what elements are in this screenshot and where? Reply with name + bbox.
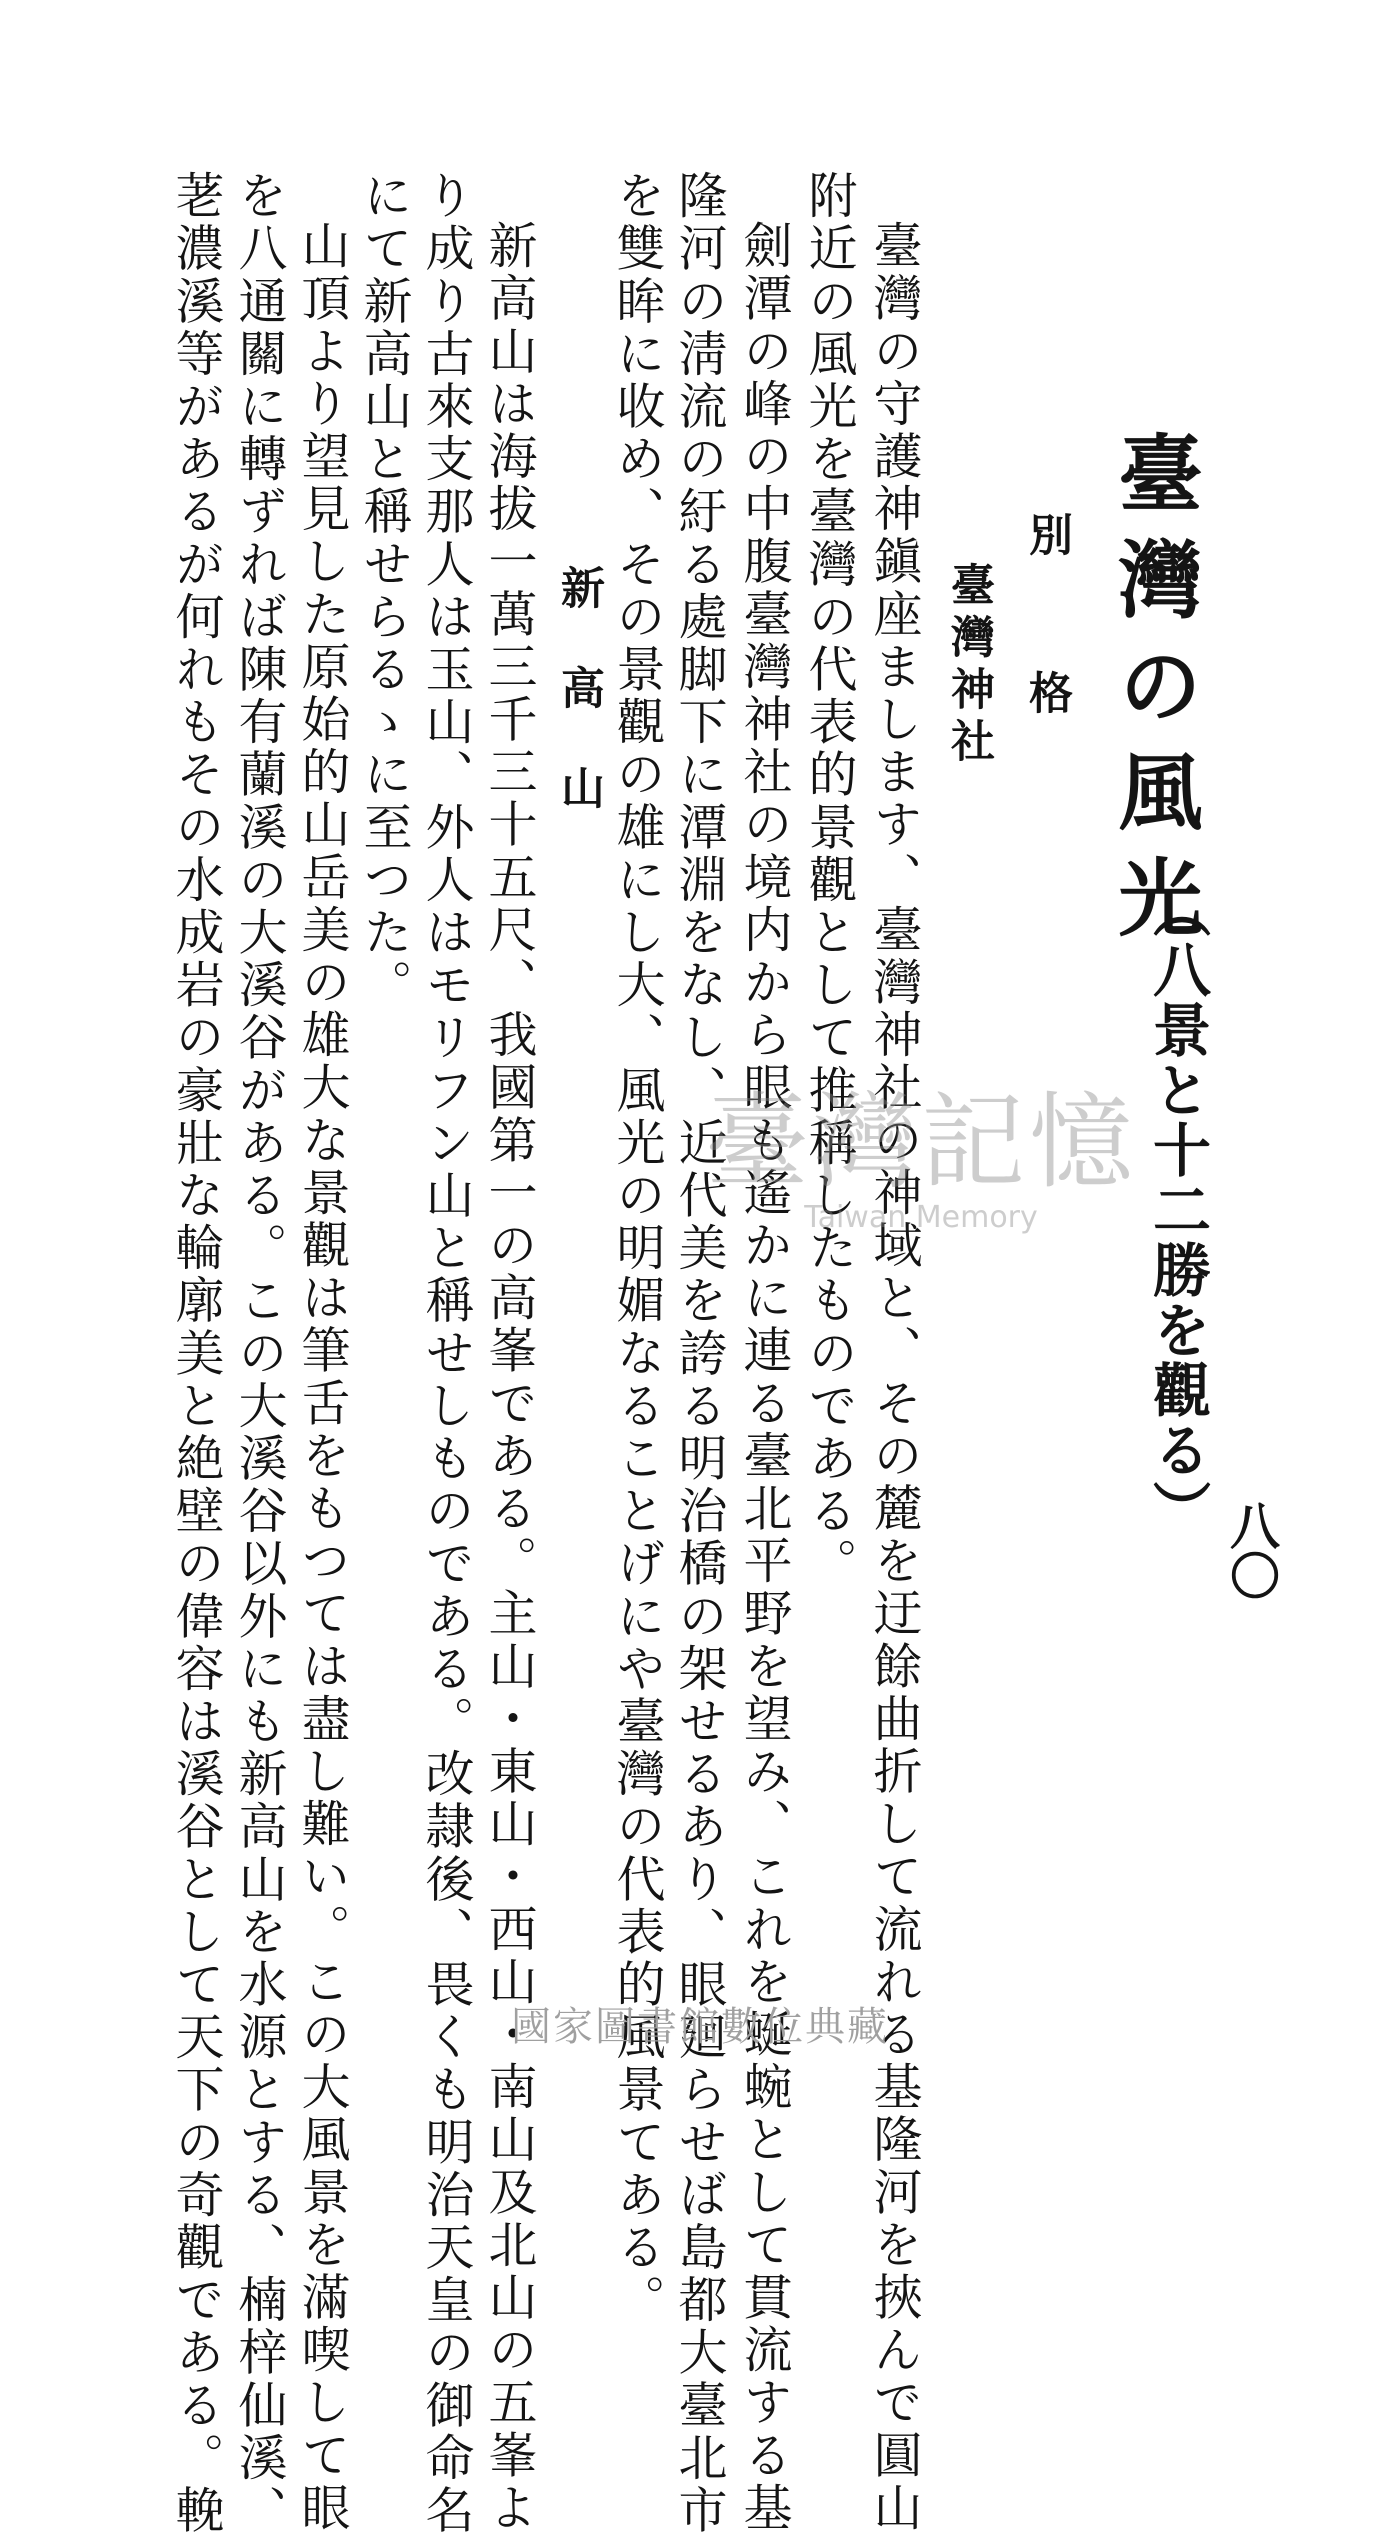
library-footer: 國家圖書館數位典藏 [511, 2004, 889, 2050]
page-subtitle: （八景と十二勝を觀る） [1143, 880, 1211, 1540]
text-column: 臺灣の守護神鎭座まします、臺灣神社の神域と、その麓を迂餘曲折して流れる基隆河を挾んで圓山 [866, 220, 923, 2535]
section-subheading-taiwan-shrine: 臺灣神社 [943, 562, 994, 770]
text-column: 劍潭の峰の中腹臺灣神社の境内から眼も遙かに連る臺北平野を望み、これを蜒蜿として貫流する基 [736, 220, 793, 2535]
text-column: 隆河の淸流の紆る處脚下に潭淵をなし、近代美を誇る明治橋の架せるあり、眼廻らせば島都大臺北市 [671, 170, 728, 2537]
text-column: 山頂より望見した原始的山岳美の雄大な景觀は筆舌をもつては盡し難い。この大風景を滿喫して眼 [294, 220, 351, 2535]
text-column: り成り古來支那人は玉山、外人はモリフン山と稱せしものである。改隷後、畏くも明治天皇の御命名 [418, 170, 475, 2537]
text-column: にて新高山と稱せらるゝに至つた。 [356, 170, 413, 1012]
watermark-logo-text: 臺灣記憶 [705, 1081, 1138, 1203]
taiwan-memory-watermark [705, 1058, 1137, 1235]
text-column: を八通關に轉ずれば陳有蘭溪の大溪谷がある。この大溪谷以外にも新高山を水源とする、楠梓仙溪、 [231, 170, 288, 2537]
text-column: 附近の風光を臺灣の代表的景觀として推稱したものである。 [801, 170, 858, 1591]
text-column: を雙眸に收め、その景觀の雄にし大、風光の明媚なることげにや臺灣の代表的風景てある。 [609, 170, 666, 2327]
section-heading-special: 別格 [1021, 512, 1072, 828]
page-number: 八〇 [1222, 1500, 1281, 1600]
page-title: 臺灣の風光 [1105, 430, 1204, 960]
text-column: 新高山は海拔一萬三千三十五尺、我國第一の高峯である。主山・東山・西山・南山及北山の五峯よ [481, 220, 538, 2535]
section-heading-niitakayama: 新高山 [553, 565, 604, 865]
watermark-logo-caption: Taiwan Memory [804, 1200, 1038, 1235]
text-column: 荖濃溪等があるが何れもその水成岩の豪壯な輪廓美と絶壁の偉容は溪谷として天下の奇觀である。輓 [168, 170, 225, 2537]
